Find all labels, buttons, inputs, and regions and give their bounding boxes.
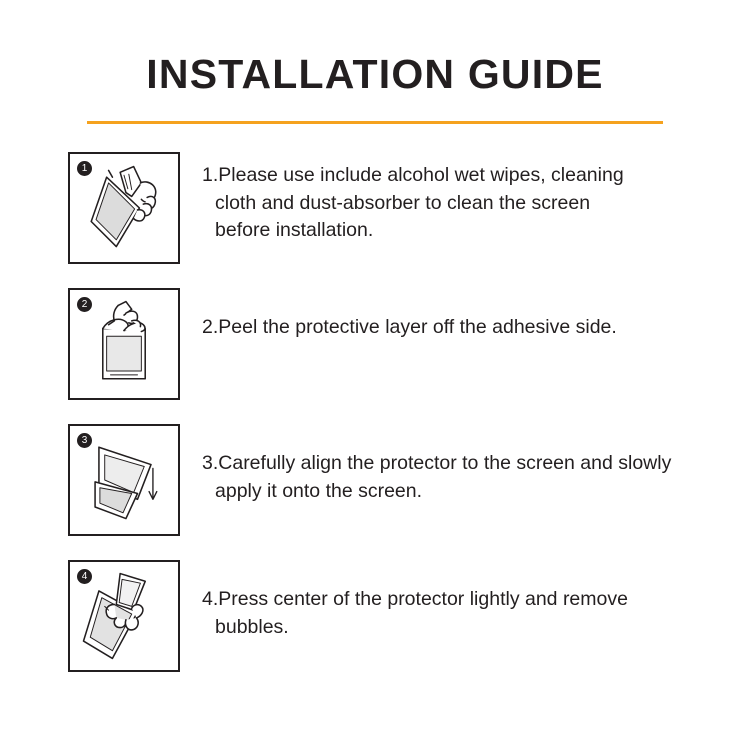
step-3-illustration xyxy=(68,424,180,536)
step-4-line-1: 4.Press center of the protector lightly and remove xyxy=(202,588,628,611)
list-item xyxy=(68,560,710,672)
step-4-illustration xyxy=(68,560,180,672)
step-2-text xyxy=(180,288,710,342)
step-4-line-2: bubbles. xyxy=(215,615,289,638)
list-item xyxy=(68,288,710,400)
title-divider xyxy=(87,121,663,124)
step-1-line-3: before installation. xyxy=(215,219,374,242)
page-title: INSTALLATION GUIDE xyxy=(146,51,604,97)
step-3-badge: 3 xyxy=(77,433,92,448)
page-header xyxy=(0,0,750,124)
step-4-text xyxy=(180,560,710,641)
list-item xyxy=(68,424,710,536)
step-3-line-1: 3.Carefully align the protector to the screen and slowly xyxy=(202,452,672,475)
list-item xyxy=(68,152,710,264)
step-1-illustration xyxy=(68,152,180,264)
step-1-line-1: 1.Please use include alcohol wet wipes, cleaning xyxy=(202,164,624,187)
step-4-badge: 4 xyxy=(77,569,92,584)
step-1-line-2: cloth and dust-absorber to clean the screen xyxy=(215,191,591,214)
step-1-badge: 1 xyxy=(77,161,92,176)
step-3-line-2: apply it onto the screen. xyxy=(215,479,423,502)
step-2-illustration xyxy=(68,288,180,400)
steps-list xyxy=(0,152,750,672)
step-1-text xyxy=(180,152,710,245)
step-2-badge: 2 xyxy=(77,297,92,312)
step-3-text xyxy=(180,424,710,505)
step-2-line-1: 2.Peel the protective layer off the adhesive side. xyxy=(202,316,617,339)
